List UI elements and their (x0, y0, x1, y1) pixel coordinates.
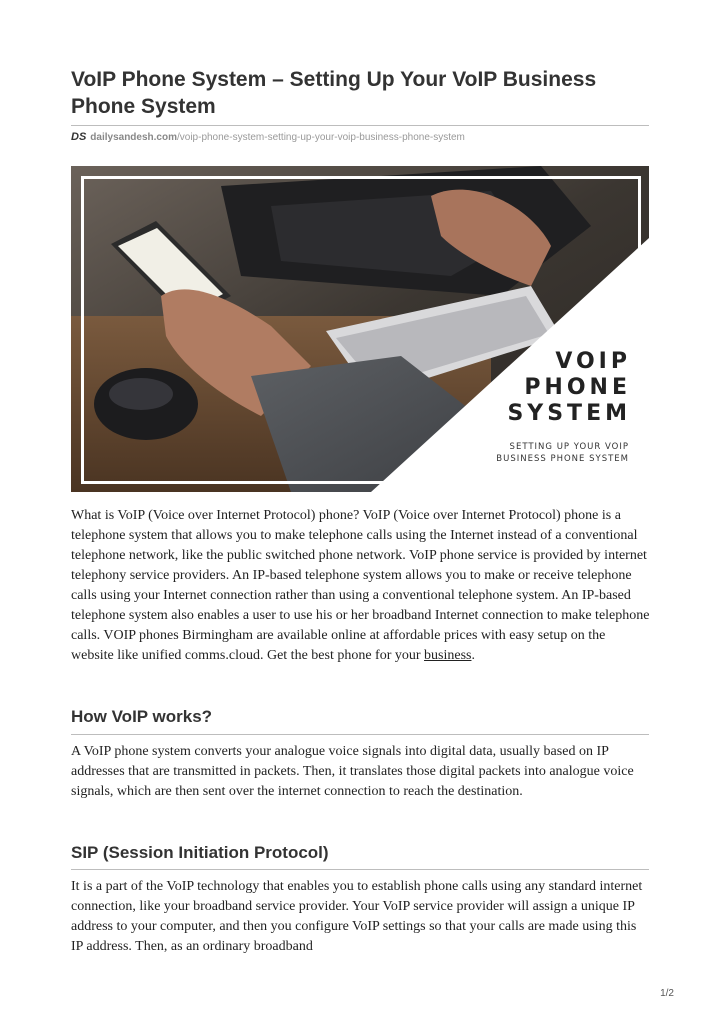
page-title: VoIP Phone System – Setting Up Your VoIP Business Phone System (71, 68, 597, 118)
section-heading-how-voip-works: How VoIP works? (71, 707, 213, 726)
hero-subtitle: SETTING UP YOUR VOIP BUSINESS PHONE SYSTEM (496, 442, 629, 464)
site-logo-icon: DS (71, 131, 87, 143)
section-heading-sip: SIP (Session Initiation Protocol) (71, 843, 329, 862)
title-divider (71, 125, 649, 126)
hero-frame (81, 176, 641, 484)
source-path[interactable]: /voip-phone-system-setting-up-your-voip-business-phone-system (176, 132, 465, 143)
intro-paragraph: What is VoIP (Voice over Internet Protocol) phone? VoIP (Voice over Internet Protocol) phone is a telephone system that allows you to make telephone calls using the Internet instead of a conventional telephone network, like the public switched phone network. VoIP phone service is provided by internet telephony service providers. An IP-based telephone system allows you to make or receive telephone calls using your Internet connection rather than using a conventional telephone system. An IP-based telephone system also enables a user to use his or her broadband Internet connection to make telephone calls. VOIP phones Birmingham are available online at affordable prices with easy setup on the website like unified comms.cloud. Get the best phone for your business. (71, 508, 650, 663)
section-paragraph-how-voip-works: A VoIP phone system converts your analogue voice signals into digital data, usually based on IP addresses that are transmitted in packets. Then, it translates those digital packets into analogue voice signals, which are then sent over the internet connection to reach the destination. (71, 744, 634, 799)
hero-title: VOIP PHONE SYSTEM (507, 349, 631, 426)
page-number: 1/2 (660, 988, 674, 999)
source-domain[interactable]: dailysandesh.com (90, 132, 177, 143)
business-link[interactable]: business (424, 648, 472, 663)
source-line (71, 131, 465, 143)
section-paragraph-sip: It is a part of the VoIP technology that enables you to establish phone calls using any standard internet connection, like your broadband service provider. Your VoIP service provider will assign a unique IP address to your computer, and then you configure VoIP settings so that your calls are made using this IP address. Then, as an ordinary broadband (71, 879, 643, 954)
section-divider (71, 869, 649, 870)
section-divider (71, 734, 649, 735)
hero-image (71, 166, 649, 492)
